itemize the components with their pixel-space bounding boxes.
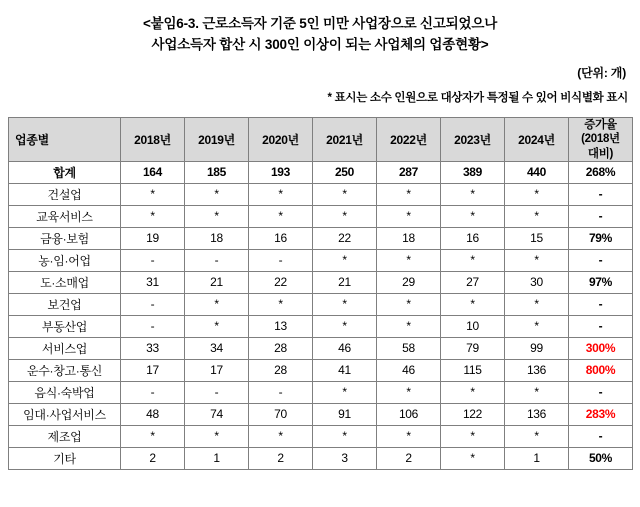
table-cell: * [185,315,249,337]
growth-cell: - [569,315,633,337]
table-cell: - [249,249,313,271]
table-cell: * [185,183,249,205]
growth-cell: 97% [569,271,633,293]
industry-status-table [8,117,633,470]
row-header-label: 서비스업 [9,337,121,359]
table-cell: - [121,249,185,271]
table-cell: - [121,315,185,337]
table-cell: * [313,315,377,337]
footnote: * 표시는 소수 인원으로 대상자가 특정될 수 있어 비식별화 표시 [327,91,628,104]
column-header-2019: 2019년 [185,117,249,161]
table-row [9,315,633,337]
growth-cell: - [569,425,633,447]
table-row [9,293,633,315]
table-cell: 28 [249,359,313,381]
table-cell: 19 [121,227,185,249]
unit-note: (단위: 개) [577,65,626,80]
table-cell: 41 [313,359,377,381]
table-cell: * [121,183,185,205]
row-header-label: 제조업 [9,425,121,447]
column-header-2022: 2022년 [377,117,441,161]
table-cell: 58 [377,337,441,359]
growth-cell: - [569,381,633,403]
table-cell: * [185,205,249,227]
table-cell: 287 [377,161,441,183]
table-cell: * [377,315,441,337]
column-header-2020: 2020년 [249,117,313,161]
table-cell: 3 [313,447,377,469]
table-cell: 48 [121,403,185,425]
table-cell: 74 [185,403,249,425]
table-cell: * [441,381,505,403]
table-cell: 18 [185,227,249,249]
table-cell: 46 [313,337,377,359]
table-cell: 16 [441,227,505,249]
table-cell: 21 [185,271,249,293]
row-header-label: 합계 [9,161,121,183]
table-cell: * [249,183,313,205]
column-header-industry: 업종별 [9,117,121,161]
title-line-2: 사업소득자 합산 시 300인 이상이 되는 사업체의 업종현황> [151,36,489,52]
table-cell: * [377,183,441,205]
table-cell: 164 [121,161,185,183]
table-cell: * [505,381,569,403]
table-cell: 70 [249,403,313,425]
table-row [9,381,633,403]
table-cell: * [377,293,441,315]
table-header [9,117,633,161]
table-row [9,337,633,359]
column-header-2021: 2021년 [313,117,377,161]
table-cell: 136 [505,403,569,425]
row-header-label: 금융·보험 [9,227,121,249]
growth-cell: - [569,293,633,315]
table-cell: 34 [185,337,249,359]
table-cell: 30 [505,271,569,293]
table-cell: 31 [121,271,185,293]
table-cell: 440 [505,161,569,183]
column-header-2024: 2024년 [505,117,569,161]
table-cell: * [313,293,377,315]
table-header-row [9,117,633,161]
table-cell: * [505,249,569,271]
table-body [9,161,633,469]
table-row [9,183,633,205]
table-cell: * [505,315,569,337]
table-cell: 33 [121,337,185,359]
column-header-2023: 2023년 [441,117,505,161]
table-row [9,161,633,183]
title-line-1: <붙임6-3. 근로소득자 기준 5인 미만 사업장으로 신고되었으나 [142,16,498,31]
table-cell: * [313,205,377,227]
row-header-label: 보건업 [9,293,121,315]
table-cell: * [441,183,505,205]
table-cell: 28 [249,337,313,359]
table-cell: * [505,293,569,315]
table-cell: * [441,425,505,447]
table-cell: * [377,381,441,403]
table-cell: - [249,381,313,403]
table-cell: 2 [377,447,441,469]
table-cell: 193 [249,161,313,183]
growth-cell: 800% [569,359,633,381]
table-cell: * [313,381,377,403]
table-cell: 1 [505,447,569,469]
table-cell: 1 [185,447,249,469]
table-cell: 10 [441,315,505,337]
table-cell: 79 [441,337,505,359]
table-cell: 136 [505,359,569,381]
row-header-label: 교육서비스 [9,205,121,227]
table-cell: 115 [441,359,505,381]
table-cell: * [313,425,377,447]
table-cell: 27 [441,271,505,293]
table-cell: - [121,293,185,315]
table-cell: * [121,425,185,447]
row-header-label: 임대·사업서비스 [9,403,121,425]
growth-header-line-1: 증가율 [584,118,617,131]
growth-cell: 283% [569,403,633,425]
table-cell: * [313,183,377,205]
table-cell: 21 [313,271,377,293]
column-header-2018: 2018년 [121,117,185,161]
table-cell: * [313,249,377,271]
table-cell: 13 [249,315,313,337]
growth-cell: 79% [569,227,633,249]
growth-header-line-2: (2018년 [581,133,620,146]
table-cell: * [185,425,249,447]
table-row [9,227,633,249]
column-header-growth [569,117,633,161]
table-cell: - [121,381,185,403]
table-row [9,271,633,293]
table-row [9,403,633,425]
table-cell: * [185,293,249,315]
table-cell: 2 [121,447,185,469]
table-cell: 250 [313,161,377,183]
table-cell: 185 [185,161,249,183]
growth-cell: 50% [569,447,633,469]
table-cell: - [185,381,249,403]
table-cell: * [441,447,505,469]
table-cell: 17 [121,359,185,381]
row-header-label: 기타 [9,447,121,469]
table-cell: * [505,183,569,205]
table-cell: * [377,249,441,271]
table-row [9,249,633,271]
growth-cell: 268% [569,161,633,183]
row-header-label: 부동산업 [9,315,121,337]
table-cell: 29 [377,271,441,293]
table-cell: * [505,205,569,227]
table-cell: 18 [377,227,441,249]
table-cell: 99 [505,337,569,359]
row-header-label: 건설업 [9,183,121,205]
table-cell: 22 [249,271,313,293]
table-cell: * [249,205,313,227]
table-cell: * [377,205,441,227]
row-header-label: 농·임·어업 [9,249,121,271]
table-cell: 2 [249,447,313,469]
table-row [9,447,633,469]
table-cell: 17 [185,359,249,381]
table-cell: * [441,249,505,271]
table-cell: 389 [441,161,505,183]
growth-cell: - [569,249,633,271]
growth-cell: 300% [569,337,633,359]
table-cell: 15 [505,227,569,249]
table-cell: * [249,293,313,315]
table-cell: 22 [313,227,377,249]
table-cell: * [505,425,569,447]
table-cell: - [185,249,249,271]
table-cell: 16 [249,227,313,249]
table-cell: 122 [441,403,505,425]
table-row [9,425,633,447]
table-cell: * [377,425,441,447]
table-cell: 106 [377,403,441,425]
growth-cell: - [569,183,633,205]
row-header-label: 음식·숙박업 [9,381,121,403]
table-cell: * [441,293,505,315]
table-row [9,359,633,381]
table-cell: * [441,205,505,227]
row-header-label: 도·소매업 [9,271,121,293]
table-cell: 91 [313,403,377,425]
document-title [8,14,632,56]
growth-header-line-3: 대비) [587,147,614,160]
row-header-label: 운수·창고·통신 [9,359,121,381]
table-cell: * [121,205,185,227]
table-cell: * [249,425,313,447]
table-row [9,205,633,227]
table-cell: 46 [377,359,441,381]
growth-cell: - [569,205,633,227]
